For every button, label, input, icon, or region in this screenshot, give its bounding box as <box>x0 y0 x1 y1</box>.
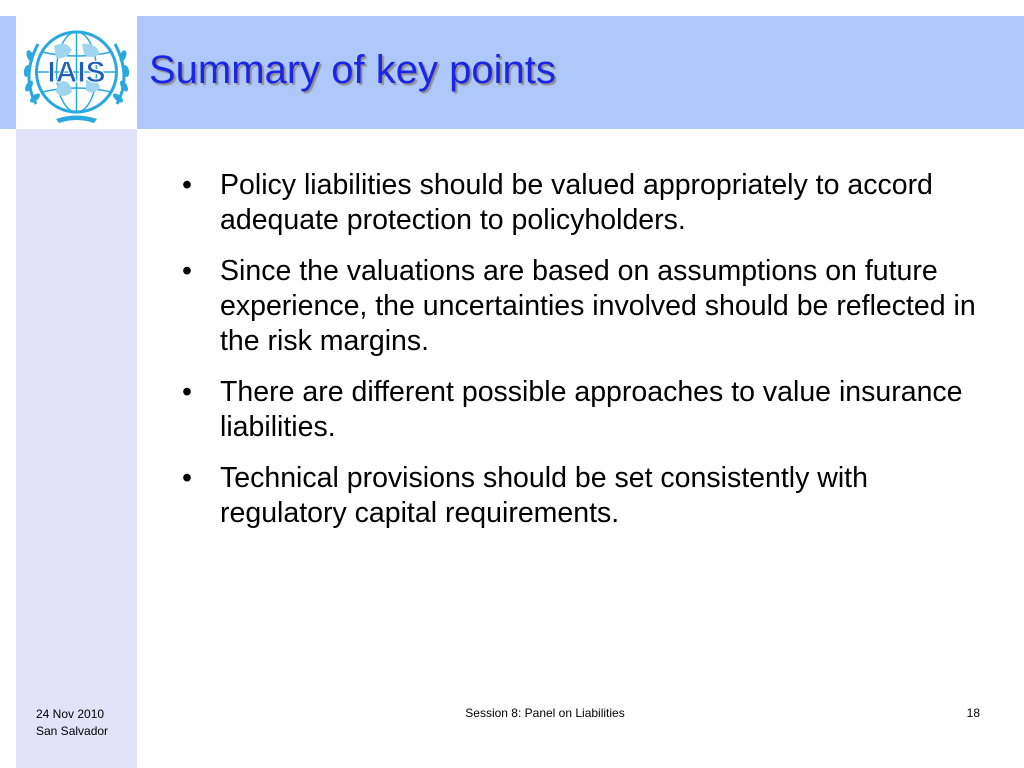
bullet-glyph: • <box>182 462 192 494</box>
bullet-glyph: • <box>182 255 192 287</box>
bullet-list <box>182 168 982 547</box>
iais-logo <box>16 16 137 129</box>
footer-location: San Salvador <box>36 724 109 738</box>
globe-wreath-icon <box>16 16 137 129</box>
page-number: 18 <box>966 706 980 720</box>
footer-session: Session 8: Panel on Liabilities <box>465 706 625 720</box>
bullet-item <box>182 375 982 445</box>
bullet-glyph: • <box>182 169 192 201</box>
bullet-text: Technical provisions should be set consistently with regulatory capital requirements. <box>220 462 868 529</box>
bullet-text: There are different possible approaches to value insurance liabilities. <box>220 376 963 443</box>
footer-date-location <box>36 706 108 740</box>
bullet-item <box>182 168 982 238</box>
slide-title: Summary of key points <box>149 48 556 92</box>
bullet-glyph: • <box>182 376 192 408</box>
logo-text: IAIS <box>47 56 106 89</box>
footer-date: 24 Nov 2010 <box>36 707 105 721</box>
bullet-item <box>182 461 982 531</box>
bullet-text: Policy liabilities should be valued appropriately to accord adequate protection to policyholders. <box>220 169 933 236</box>
bullet-item <box>182 254 982 359</box>
bullet-text: Since the valuations are based on assumptions on future experience, the uncertainties involved should be reflected in the risk margins. <box>220 255 976 357</box>
